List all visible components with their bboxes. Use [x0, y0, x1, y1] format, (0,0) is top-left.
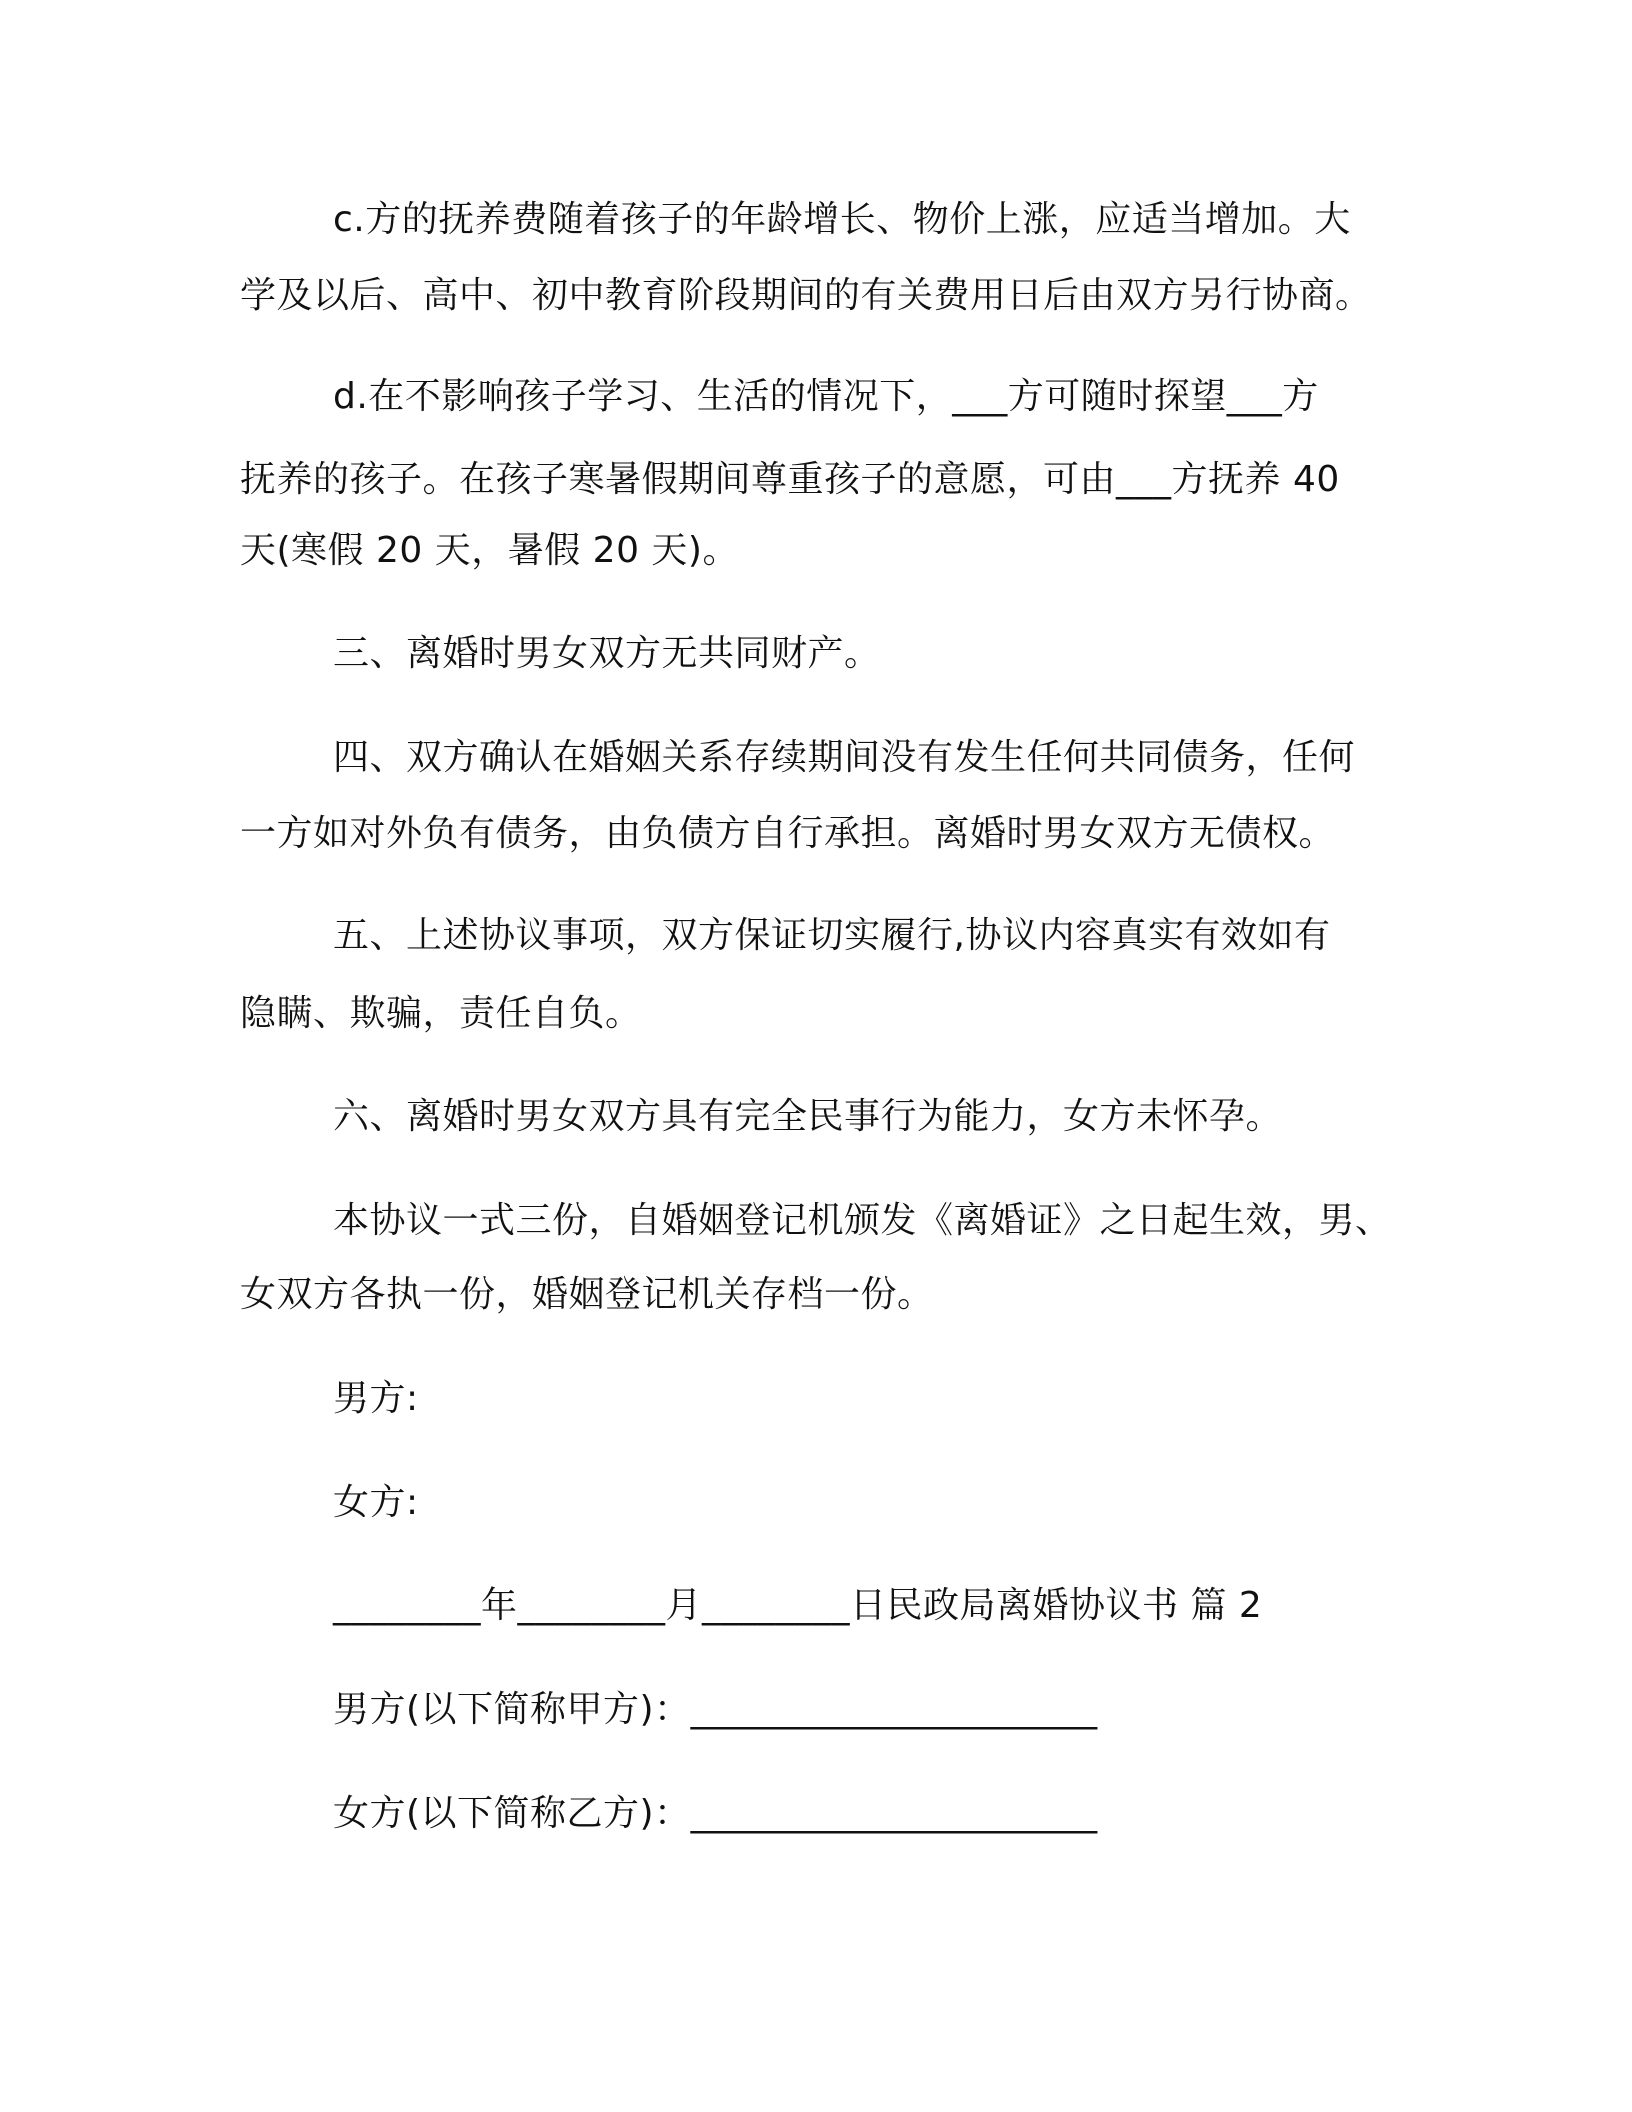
paragraph-c-line-2: 学及以后、高中、初中教育阶段期间的有关费用日后由双方另行协商。 [240, 275, 1372, 316]
paragraph-6-line-1: 六、离婚时男女双方具有完全民事行为能力，女方未怀孕。 [333, 1096, 1283, 1137]
paragraph-d-line-2: 抚养的孩子。在孩子寒暑假期间尊重孩子的意愿，可由___方抚养 40 [240, 459, 1340, 500]
paragraph-5-line-2: 隐瞒、欺骗，责任自负。 [240, 993, 642, 1034]
paragraph-d-line-3: 天(寒假 20 天，暑假 20 天)。 [240, 530, 739, 571]
paragraph-c-line-1: c.方的抚养费随着孩子的年龄增长、物价上涨，应适当增加。大 [333, 199, 1351, 240]
party-a-line: 男方(以下简称甲方)：______________________ [333, 1689, 1098, 1730]
female-signature-label: 女方: [333, 1482, 419, 1523]
date-and-title-line: ________年________月________日民政局离婚协议书 篇 2 [333, 1585, 1263, 1626]
paragraph-d-line-1: d.在不影响孩子学习、生活的情况下，___方可随时探望___方 [333, 376, 1319, 417]
male-signature-label: 男方: [333, 1378, 419, 1419]
paragraph-copies-line-1: 本协议一式三份，自婚姻登记机颁发《离婚证》之日起生效，男、 [333, 1200, 1392, 1241]
paragraph-4-line-2: 一方如对外负有债务，由负债方自行承担。离婚时男女双方无债权。 [240, 813, 1336, 854]
party-b-line: 女方(以下简称乙方)：______________________ [333, 1793, 1098, 1834]
paragraph-copies-line-2: 女双方各执一份，婚姻登记机关存档一份。 [240, 1274, 934, 1315]
paragraph-5-line-1: 五、上述协议事项，双方保证切实履行,协议内容真实有效如有 [333, 915, 1331, 956]
paragraph-3-line-1: 三、离婚时男女双方无共同财产。 [333, 633, 881, 674]
paragraph-4-line-1: 四、双方确认在婚姻关系存续期间没有发生任何共同债务，任何 [333, 737, 1356, 778]
